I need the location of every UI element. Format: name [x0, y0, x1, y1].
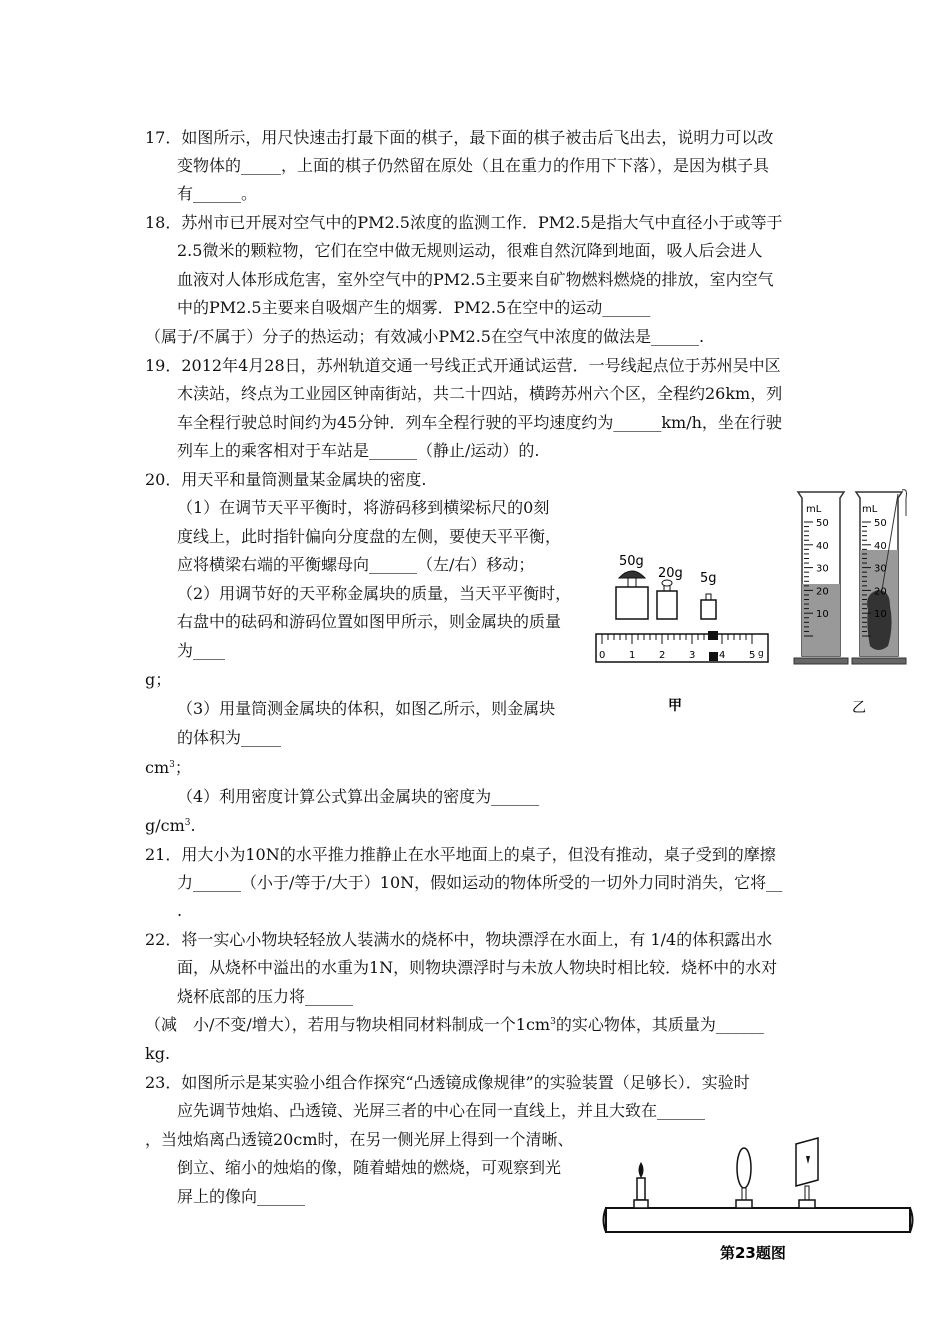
- superscript-3: 3: [550, 1017, 556, 1027]
- q21-line-1: 21．用大小为10N的水平推力推静止在水平地面上的桌子，但没有推动，桌子受到的摩擦: [145, 845, 776, 864]
- q21-line-2: 力______（小于/等于/大于）10N，假如运动的物体所受的一切外力同时消失，它将__: [177, 873, 783, 892]
- weight-20g-label: 20g: [658, 566, 683, 581]
- q17-line-3: 有______。: [177, 184, 258, 203]
- cylinder-tick-label: 10: [874, 609, 887, 621]
- cylinder-tick-label: 30: [874, 563, 887, 575]
- q17-line-1: 17．如图所示，用尺快速击打最下面的棋子，最下面的棋子被击后飞出去，说明力可以改: [145, 128, 774, 147]
- q22-line-1: 22．将一实心小物块轻轻放人装满水的烧杯中，物块漂浮在水面上，有 1/4的体积露出水: [145, 930, 773, 949]
- balance-figure: [592, 550, 782, 720]
- cylinder-right: [852, 490, 907, 664]
- scale-tick-label: 2: [659, 650, 666, 661]
- q22-line-3: 烧杯底部的压力将______: [177, 987, 354, 1006]
- q20-line-10: 的体积为_____: [177, 728, 282, 747]
- q18-line-5: （属于/不属于）分子的热运动；有效减小PM2.5在空气中浓度的做法是______.: [145, 327, 705, 346]
- q23-line-5: 屏上的像向______: [177, 1187, 306, 1206]
- cylinders-figure: [790, 486, 920, 716]
- optical-bench-rail: [606, 1208, 910, 1232]
- q20-line-8: g；: [145, 670, 172, 689]
- cylinder-right-unit: mL: [862, 504, 878, 515]
- q21-line-3: .: [177, 901, 183, 920]
- superscript-3: 3: [169, 760, 175, 770]
- semicolon: ；: [174, 758, 191, 777]
- scale-tick-label: 1: [629, 650, 636, 661]
- rider-marker-lower: [709, 652, 718, 661]
- q20-line-2: （1）在调节天平平衡时，将游码移到横梁标尺的0刻: [177, 498, 550, 517]
- q20-line-6: 右盘中的砝码和游码位置如图甲所示，则金属块的质量: [177, 612, 562, 631]
- q20-line-4: 应将横梁右端的平衡螺母向______（左/右）移动；: [177, 555, 535, 574]
- light-screen-icon: [796, 1138, 818, 1208]
- cylinder-left: [794, 492, 848, 664]
- q19-line-3: 车全程行驶总时间约为45分钟．列车全程行驶的平均速度约为______km/h，坐在行驶: [177, 413, 782, 432]
- optical-bench-figure: [600, 1130, 920, 1270]
- q17-line-2: 变物体的_____，上面的棋子仍然留在原处（且在重力的作用下下落），是因为棋子具: [177, 156, 770, 175]
- q23-line-3: ，当烛焰离凸透镜20cm时，在另一侧光屏上得到一个清晰、: [145, 1130, 574, 1149]
- cylinder-tick-label: 40: [816, 540, 829, 552]
- cylinder-tick-label: 50: [874, 518, 887, 529]
- q20-line-5: （2）用调节好的天平称金属块的质量，当天平平衡时，: [177, 584, 572, 603]
- q19-line-1: 19．2012年4月28日，苏州轨道交通一号线正式开通试运营．一号线起点位于苏州吴中区: [145, 356, 781, 375]
- scale-tick-label: 3: [689, 650, 696, 661]
- cylinder-tick-label: 30: [816, 563, 829, 575]
- q20-line-1: 20．用天平和量筒测量某金属块的密度.: [145, 470, 427, 489]
- period: .: [190, 816, 196, 835]
- balance-scale-beam: [596, 634, 768, 662]
- rider-marker: [708, 631, 718, 640]
- q18-line-4: 中的PM2.5主要来自吸烟产生的烟雾．PM2.5在空中的运动______: [177, 298, 651, 317]
- q20-line-12: （4）利用密度计算公式算出金属块的密度为______: [177, 787, 540, 806]
- q20-line-13: [145, 816, 196, 836]
- scale-unit-label: g: [758, 649, 764, 659]
- weight-5g-icon: [701, 594, 716, 619]
- q18-line-2: 2.5微米的颗粒物，它们在空中做无规则运动，很难自然沉降到地面，吸人后会进人: [177, 241, 763, 260]
- candle-icon: [634, 1162, 648, 1208]
- weight-50g-label: 50g: [619, 554, 644, 569]
- cylinder-tick-label: 10: [816, 609, 829, 621]
- q22-line-2: 面，从烧杯中溢出的水重为1N，则物块漂浮时与未放人物块时相比较．烧杯中的水对: [177, 958, 778, 977]
- q19-line-2: 木渎站，终点为工业园区钟南街站，共二十四站，横跨苏州六个区，全程约26km，列: [177, 384, 783, 403]
- cylinders-caption: 乙: [852, 700, 866, 716]
- cylinder-left-unit: mL: [806, 504, 822, 515]
- unit-cm: cm: [145, 758, 170, 777]
- unit-g-per-cm: g/cm: [145, 816, 185, 835]
- scale-tick-label: 0: [599, 650, 606, 661]
- q20-line-11: [145, 758, 191, 778]
- scale-tick-label: 4: [719, 650, 726, 661]
- q23-line-2: 应先调节烛焰、凸透镜、光屏三者的中心在同一直线上，并且大致在______: [177, 1101, 706, 1120]
- q22-line-4-part-b: 的实心物体，其质量为______: [555, 1015, 764, 1034]
- q20-line-7: 为____: [177, 641, 226, 660]
- scale-tick-label: 5: [749, 650, 756, 661]
- cylinder-tick-label: 20: [874, 586, 887, 598]
- q20-line-3: 度线上，此时指针偏向分度盘的左侧，要使天平平衡，: [177, 527, 562, 546]
- q22-line-5: kg.: [145, 1044, 171, 1063]
- convex-lens-icon: [736, 1148, 752, 1208]
- lens-figure-caption: 第23题图: [720, 1244, 786, 1262]
- q18-line-3: 血液对人体形成危害，室外空气中的PM2.5主要来自矿物燃料燃烧的排放，室内空气: [177, 270, 774, 289]
- q22-line-4-part-a: （减 小/不变/增大），若用与物块相同材料制成一个1cm: [145, 1015, 551, 1034]
- weight-20g-icon: [657, 580, 677, 619]
- cylinder-tick-label: 50: [816, 518, 829, 529]
- q23-line-4: 倒立、缩小的烛焰的像，随着蜡烛的燃烧，可观察到光: [177, 1158, 562, 1177]
- q19-line-4: 列车上的乘客相对于车站是______（静止/运动）的.: [177, 441, 540, 460]
- q20-line-9: （3）用量筒测金属块的体积，如图乙所示，则金属块: [177, 699, 556, 718]
- weight-5g-label: 5g: [700, 571, 717, 586]
- superscript-3: 3: [184, 818, 191, 828]
- weight-50g-icon: [616, 571, 648, 619]
- cylinder-tick-label: 40: [874, 540, 887, 552]
- q22-line-4: [145, 1015, 764, 1035]
- cylinder-tick-label: 20: [816, 586, 829, 598]
- balance-caption: 甲: [668, 698, 682, 714]
- q18-line-1: 18．苏州市已开展对空气中的PM2.5浓度的监测工作．PM2.5是指大气中直径小于或等于: [145, 213, 783, 232]
- q23-line-1: 23．如图所示是某实验小组合作探究“凸透镜成像规律”的实验装置（足够长）．实验时: [145, 1073, 750, 1092]
